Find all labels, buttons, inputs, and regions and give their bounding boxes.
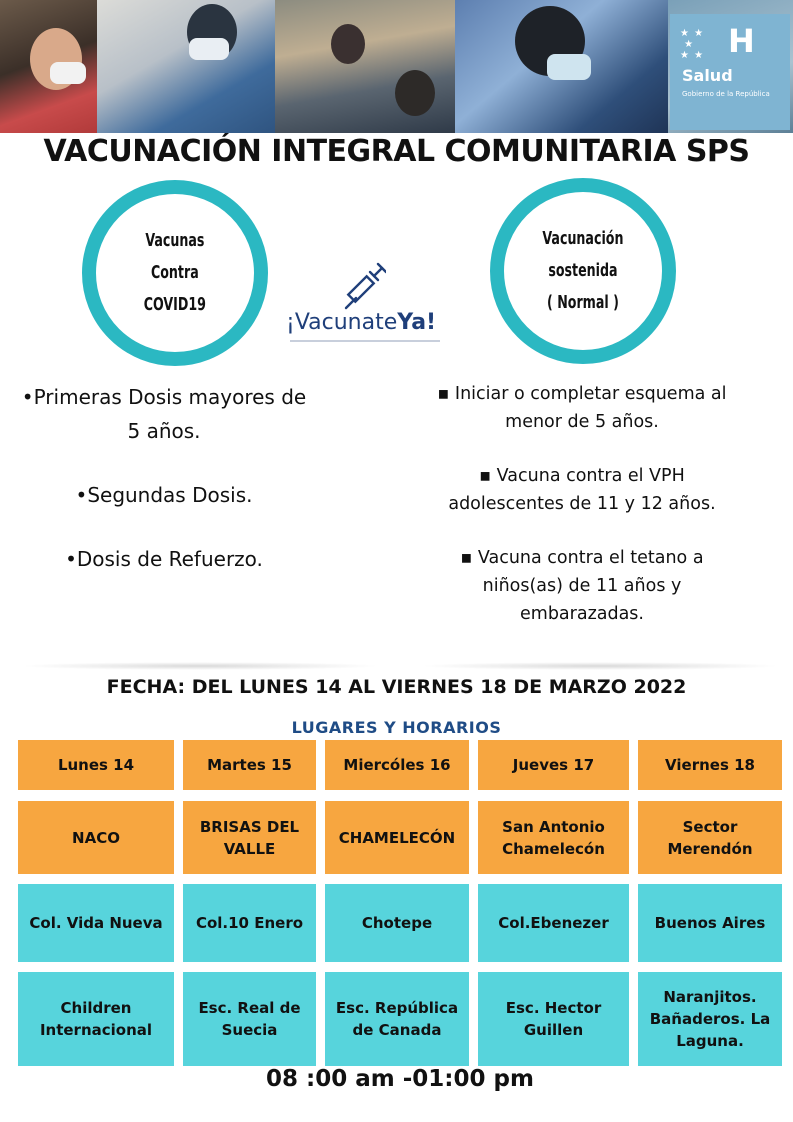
zone-cell: Sector Merendón [638, 801, 782, 874]
list-item: ▪ Iniciar o completar esquema al menor de 5 años. [437, 384, 727, 432]
list-item: ▪ Vacuna contra el tetano a niños(as) de 11 años y embarazadas. [460, 548, 704, 624]
banner-photo-nurse-2 [275, 0, 455, 133]
covid-circle-label: Vacunas Contra COVID19 [143, 230, 207, 315]
day-cell: Jueves 17 [478, 740, 629, 790]
syringe-icon [342, 262, 386, 310]
banner-photo-nurse-1 [97, 0, 275, 133]
site-cell: Esc. Hector Guillen [478, 972, 629, 1066]
site-cell: Naranjitos. Bañaderos. La Laguna. [638, 972, 782, 1066]
site-cell: Buenos Aires [638, 884, 782, 962]
site-cell: Col.Ebenezer [478, 884, 629, 962]
normal-list [428, 380, 736, 654]
schedule-hours: 08 :00 am -01:00 pm [266, 1066, 534, 1092]
site-cell: Children Internacional [18, 972, 174, 1066]
site-cell: Esc. Real de Suecia [183, 972, 316, 1066]
site-cell: Esc. República de Canada [325, 972, 469, 1066]
logo-name: Salud [682, 66, 733, 85]
divider [20, 662, 380, 670]
zone-cell: BRISAS DEL VALLE [183, 801, 316, 874]
site-cell: Chotepe [325, 884, 469, 962]
stars-icon: ★ ★ ★ ★ ★ [680, 28, 705, 61]
banner-photo-nurse-3 [455, 0, 668, 133]
day-cell: Lunes 14 [18, 740, 174, 790]
list-item: •Dosis de Refuerzo. [65, 547, 263, 571]
day-cell: Martes 15 [183, 740, 316, 790]
covid-circle [82, 180, 268, 366]
logo-subtitle: Gobierno de la República [682, 90, 770, 98]
divider [420, 662, 780, 670]
list-item: •Primeras Dosis mayores de 5 años. [21, 385, 307, 443]
vacunate-text [286, 310, 436, 335]
vacunate-suffix: Ya! [397, 310, 437, 335]
day-cell: Viernes 18 [638, 740, 782, 790]
site-cell: Col. Vida Nueva [18, 884, 174, 962]
zone-cell: CHAMELECÓN [325, 801, 469, 874]
zone-cell: NACO [18, 801, 174, 874]
logo-symbol: H [728, 22, 755, 60]
covid-list [14, 380, 314, 606]
vacunate-underline [290, 340, 440, 342]
salud-logo [670, 14, 790, 130]
banner-photo-man [0, 0, 97, 133]
date-range: FECHA: DEL LUNES 14 AL VIERNES 18 DE MARZO 2022 [106, 676, 687, 698]
list-item: ▪ Vacuna contra el VPH adolescentes de 11 y 12 años. [448, 466, 716, 514]
vacunate-prefix: ¡Vacunate [286, 310, 398, 335]
vacunate-logo [286, 262, 446, 352]
normal-circle [490, 178, 676, 364]
zone-cell: San Antonio Chamelecón [478, 801, 629, 874]
schedule-heading: LUGARES Y HORARIOS [291, 718, 502, 737]
day-cell: Miercóles 16 [325, 740, 469, 790]
site-cell: Col.10 Enero [183, 884, 316, 962]
page-title: VACUNACIÓN INTEGRAL COMUNITARIA SPS [43, 134, 750, 169]
list-item: •Segundas Dosis. [75, 483, 253, 507]
normal-circle-label: Vacunación sostenida ( Normal ) [542, 228, 624, 313]
